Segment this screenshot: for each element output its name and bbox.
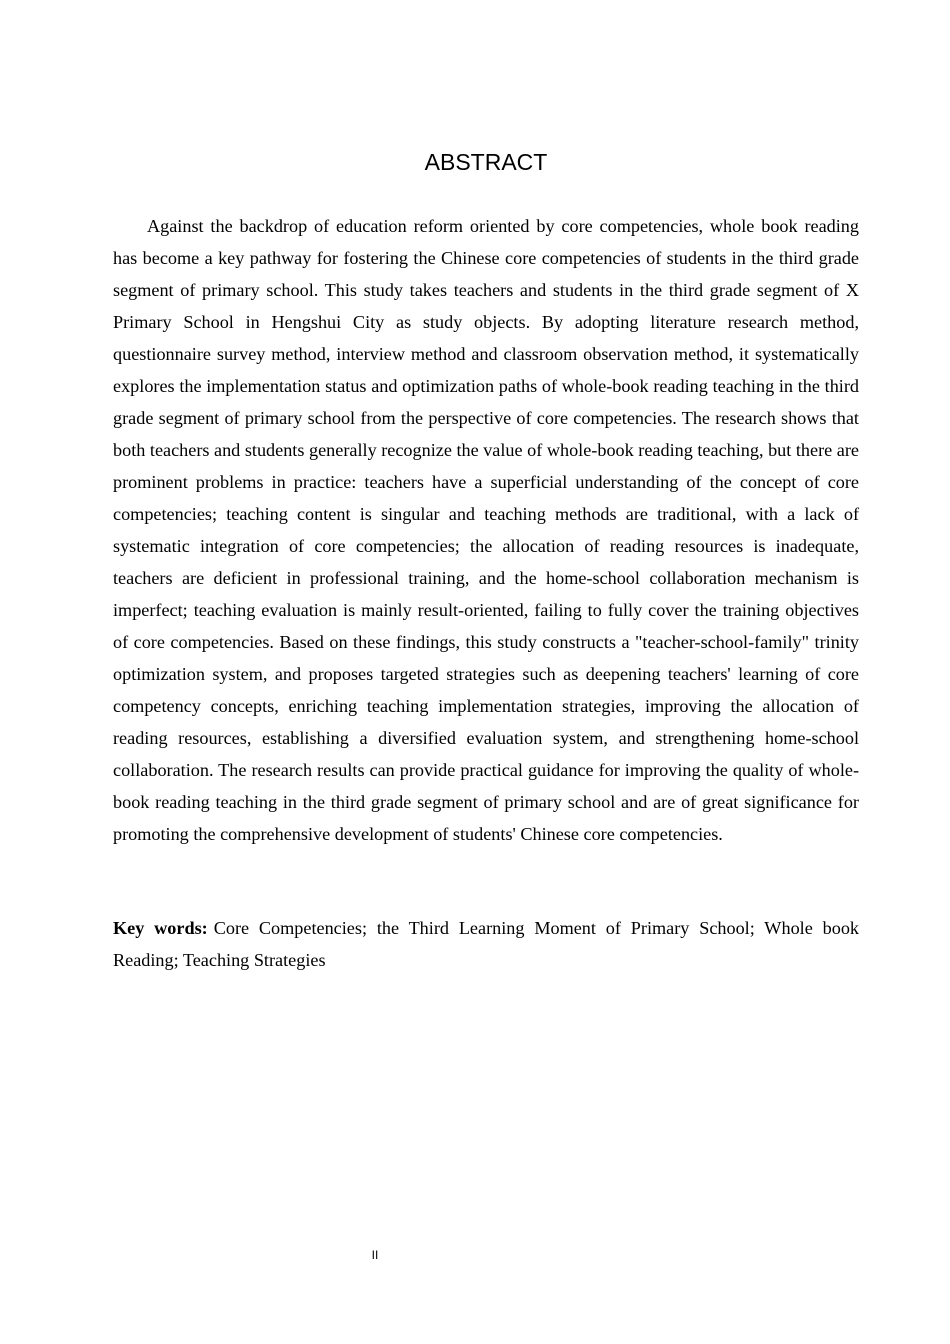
abstract-title: ABSTRACT	[424, 149, 548, 175]
abstract-body: Against the backdrop of education reform oriented by core competencies, whole book reading has become a key pathway for fostering the Chinese core competencies of students in the third grade segment of primary school. This study takes teachers and students in the third grade segment of X Primary School in Hengshui City as study objects. By adopting literature research method, questionnaire survey method, interview method and classroom observation method, it systematically explores the implementation status and optimization paths of whole-book reading teaching in the third grade segment of primary school from the perspective of core competencies. The research shows that both teachers and students generally recognize the value of whole-book reading teaching, but there are prominent problems in practice: teachers have a superficial understanding of the concept of core competencies; teaching content is singular and teaching methods are traditional, with a lack of systematic integration of core competencies; the allocation of reading resources is inadequate, teachers are deficient in professional training, and the home-school collaboration mechanism is imperfect; teaching evaluation is mainly result-oriented, failing to fully cover the training objectives of core competencies. Based on these findings, this study constructs a "teacher-school-family" trinity optimization system, and proposes targeted strategies such as deepening teachers' learning of core competency concepts, enriching teaching implementation strategies, improving the allocation of reading resources, establishing a diversified evaluation system, and strengthening home-school collaboration. The research results can provide practical guidance for improving the quality of whole-book reading teaching in the third grade segment of primary school and are of great significance for promoting the comprehensive development of students' Chinese core competencies.	[113, 216, 859, 844]
page-number: II	[371, 1248, 379, 1262]
keywords-text: Core Competencies; the Third Learning Moment of Primary School; Whole book Reading; Teaching Strategies	[113, 918, 860, 970]
keywords-label: Key words:	[113, 918, 208, 938]
keywords-section	[113, 912, 859, 976]
